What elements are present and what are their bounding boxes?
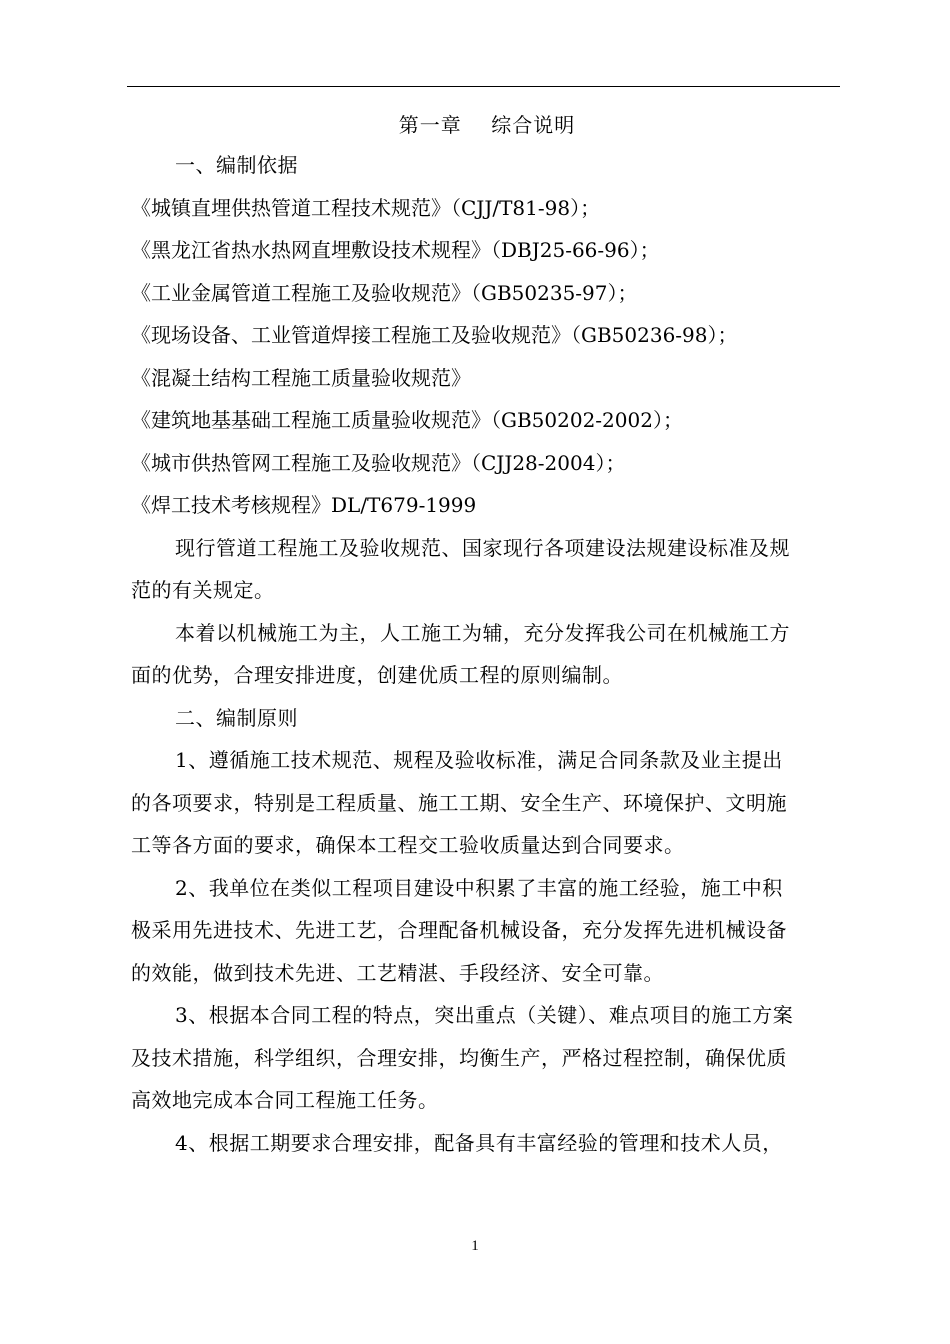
paragraph-line: 及技术措施，科学组织，合理安排，均衡生产，严格过程控制，确保优质 <box>131 1045 787 1070</box>
paragraph-line: 现行管道工程施工及验收规范、国家现行各项建设法规建设标准及规 <box>175 535 790 560</box>
principle-item-2 <box>131 867 843 995</box>
paragraph-line: 面的优势，合理安排进度，创建优质工程的原则编制。 <box>131 663 623 687</box>
paragraph-line: 极采用先进技术、先进工艺，合理配备机械设备，充分发挥先进机械设备 <box>131 918 787 942</box>
paragraph-line: 本着以机械施工为主，人工施工为辅，充分发挥我公司在机械施工方 <box>175 620 790 645</box>
reference-item: 《城镇直埋供热管道工程技术规范》（CJJ/T81-98）； <box>131 195 601 220</box>
reference-item: 《现场设备、工业管道焊接工程施工及验收规范》（GB50236-98）； <box>131 323 738 347</box>
reference-item: 《工业金属管道工程施工及验收规范》（GB50235-97）； <box>131 280 638 305</box>
paragraph-line: 范的有关规定。 <box>131 578 275 602</box>
principle-item-4 <box>131 1122 843 1165</box>
page-content <box>131 106 843 1164</box>
paragraph-regulations <box>131 527 843 612</box>
reference-item: 《混凝土结构工程施工质量验收规范》 <box>131 365 471 390</box>
header-rule <box>127 86 840 87</box>
paragraph-approach <box>131 612 843 697</box>
page-number: 1 <box>471 1238 479 1254</box>
basis-heading: 一、编制依据 <box>175 153 298 177</box>
principle-item-3 <box>131 994 843 1122</box>
principles-heading: 二、编制原则 <box>175 705 298 730</box>
paragraph-line: 1、遵循施工技术规范、规程及验收标准，满足合同条款及业主提出 <box>175 748 783 772</box>
chapter-title: 第一章 综合说明 <box>398 113 576 137</box>
principle-item-1 <box>131 739 843 867</box>
reference-item: 《黑龙江省热水热网直埋敷设技术规程》（DBJ25-66-96）； <box>131 238 660 262</box>
paragraph-line: 4、根据工期要求合理安排，配备具有丰富经验的管理和技术人员， <box>175 1130 783 1155</box>
paragraph-line: 工等各方面的要求，确保本工程交工验收质量达到合同要求。 <box>131 833 685 857</box>
reference-item: 《焊工技术考核规程》DL/T679-1999 <box>131 493 477 517</box>
reference-item: 《城市供热管网工程施工及验收规范》（CJJ28-2004）； <box>131 450 626 475</box>
paragraph-line: 3、根据本合同工程的特点，突出重点（关键）、难点项目的施工方案 <box>175 1003 794 1027</box>
paragraph-line: 高效地完成本合同工程施工任务。 <box>131 1088 439 1112</box>
paragraph-line: 的各项要求，特别是工程质量、施工工期、安全生产、环境保护、文明施 <box>131 790 787 815</box>
paragraph-line: 2、我单位在类似工程项目建设中积累了丰富的施工经验，施工中积 <box>175 875 783 900</box>
paragraph-line: 的效能，做到技术先进、工艺精湛、手段经济、安全可靠。 <box>131 960 664 985</box>
reference-item: 《建筑地基基础工程施工质量验收规范》（GB50202-2002）； <box>131 408 683 432</box>
